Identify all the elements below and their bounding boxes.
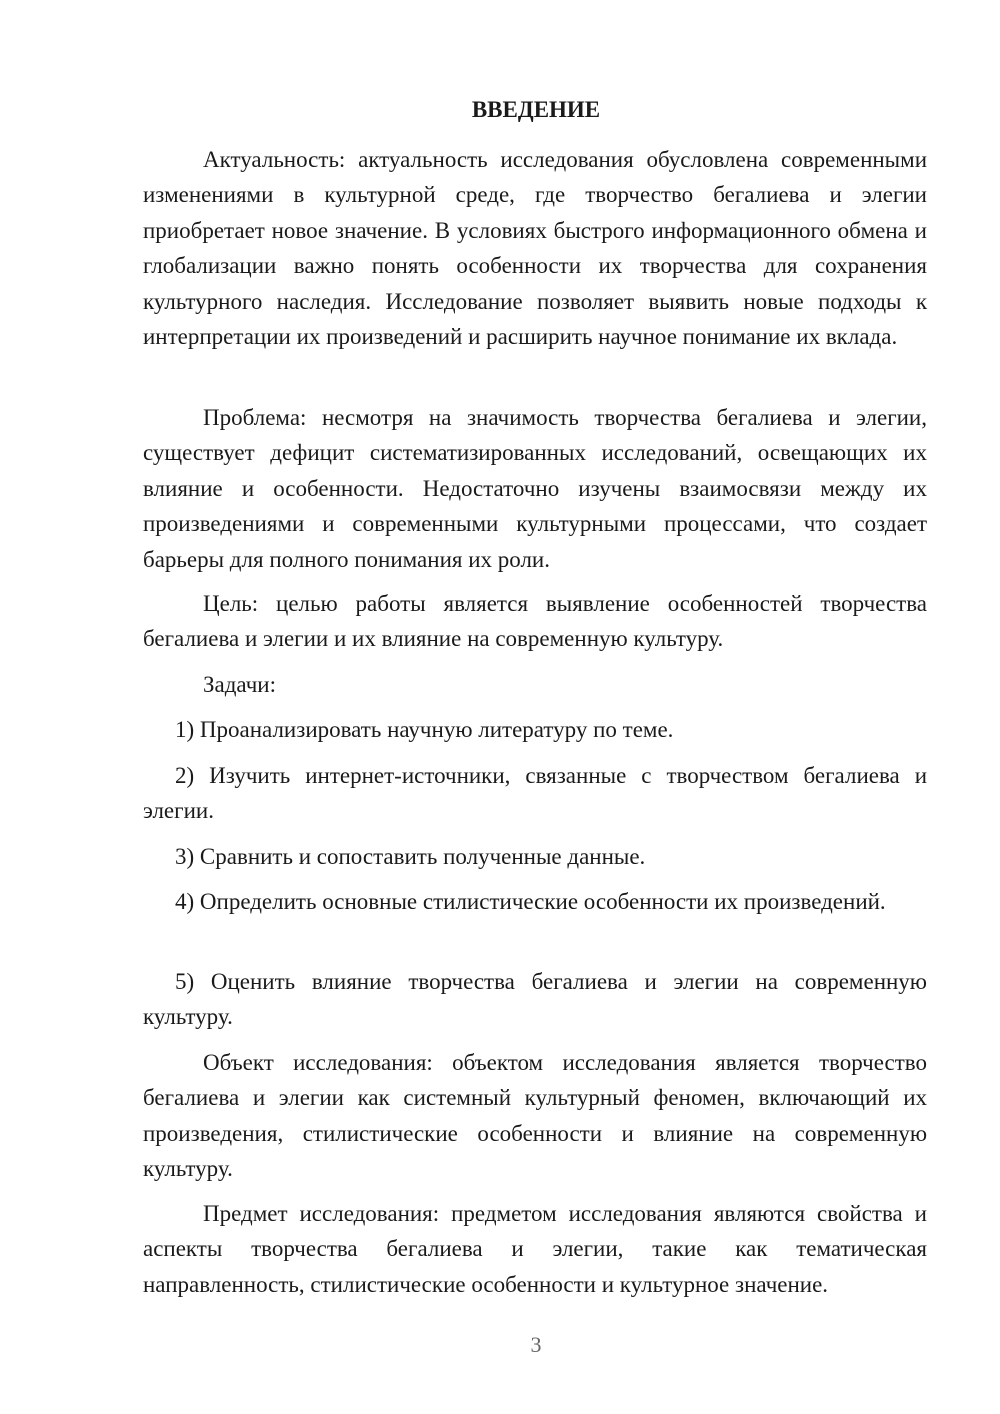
page-number: 3 (530, 1332, 542, 1357)
tasks-heading: Задачи: (203, 672, 276, 697)
task-item-3: 3) Сравнить и сопоставить полученные данные. (175, 844, 646, 869)
task-item-2: 2) Изучить интернет-источники, связанные с творчеством бегалиева и элегии. (143, 763, 927, 824)
paragraph-problem: Проблема: несмотря на значимость творчества бегалиева и элегии, существует дефицит систематизированных исследований, освещающих их влияние и особенности. Недостаточно изучены взаимосвязи между их произведениями и современными культурными процессами, что создает барьеры для полного понимания их роли. (143, 405, 927, 572)
task-item-1: 1) Проанализировать научную литературу по теме. (175, 717, 674, 742)
paragraph-subject: Предмет исследования: предметом исследования являются свойства и аспекты творчества бегалиева и элегии, такие как тематическая направленность, стилистические особенности и культурное значение. (143, 1201, 927, 1297)
paragraph-relevance: Актуальность: актуальность исследования обусловлена современными изменениями в культурной среде, где творчество бегалиева и элегии приобретает новое значение. В условиях быстрого информационного обмена и глобализации важно понять особенности их творчества для сохранения культурного наследия. Исследование позволяет выявить новые подходы к интерпретации их произведений и расширить научное понимание их вклада. (143, 147, 927, 350)
task-item-5: 5) Оценить влияние творчества бегалиева и элегии на современную культуру. (143, 969, 927, 1030)
task-item-4: 4) Определить основные стилистические особенности их произведений. (175, 889, 886, 914)
paragraph-object: Объект исследования: объектом исследования является творчество бегалиева и элегии как системный культурный феномен, включающий их произведения, стилистические особенности и влияние на современную культуру. (143, 1050, 927, 1182)
section-title: ВВЕДЕНИЕ (471, 97, 601, 122)
paragraph-goal: Цель: целью работы является выявление особенностей творчества бегалиева и элегии и их влияние на современную культуру. (143, 591, 927, 652)
